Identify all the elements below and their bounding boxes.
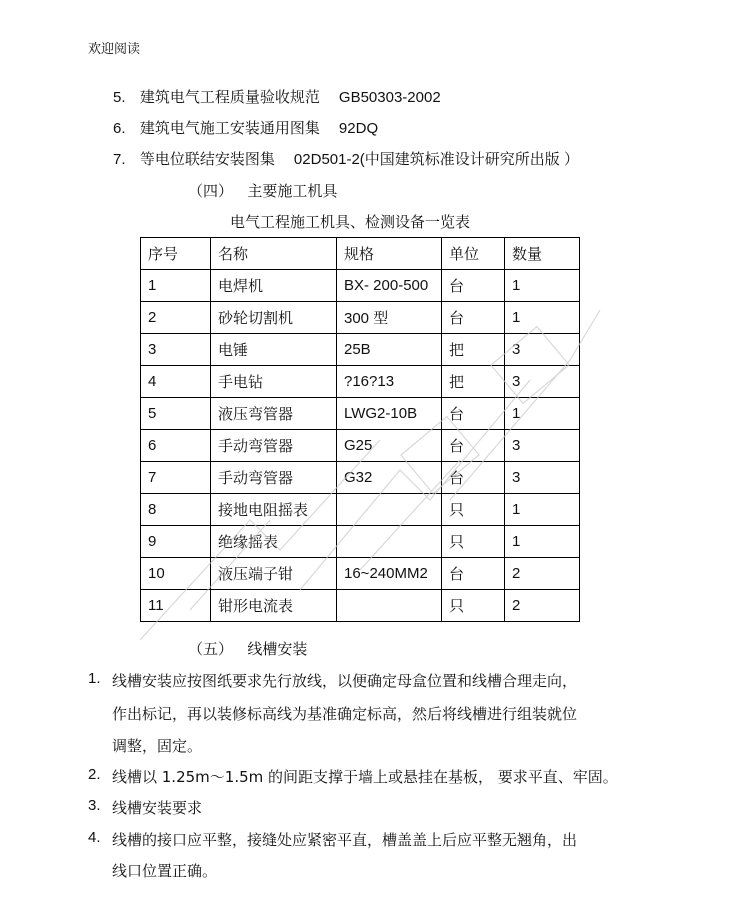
- cell-name: 液压弯管器: [211, 398, 337, 430]
- step-number: 2.: [88, 766, 101, 783]
- column-header: 单位: [442, 238, 505, 270]
- cell-unit: 只: [442, 590, 505, 622]
- cell-quantity: 1: [505, 270, 580, 302]
- cell-spec: [337, 590, 442, 622]
- cell-spec: ?16?13: [337, 366, 442, 398]
- cell-unit: 台: [442, 270, 505, 302]
- cell-name: 砂轮切割机: [211, 302, 337, 334]
- cell-quantity: 1: [505, 526, 580, 558]
- cell-quantity: 1: [505, 302, 580, 334]
- section-heading: [188, 638, 307, 659]
- cell-index: 4: [141, 366, 211, 398]
- cell-name: 钳形电流表: [211, 590, 337, 622]
- cell-spec: LWG2-10B: [337, 398, 442, 430]
- cell-index: 9: [141, 526, 211, 558]
- standard-title: 建筑电气工程质量验收规范: [139, 88, 320, 106]
- cell-unit: 把: [442, 334, 505, 366]
- cell-index: 3: [141, 334, 211, 366]
- standard-item: [113, 86, 441, 107]
- step-text: 线口位置正确。: [112, 862, 218, 880]
- cell-spec: [337, 526, 442, 558]
- cell-quantity: 2: [505, 558, 580, 590]
- section-title: 主要施工机具: [247, 182, 338, 200]
- column-header: 数量: [505, 238, 580, 270]
- cell-name: 电锤: [211, 334, 337, 366]
- cell-index: 10: [141, 558, 211, 590]
- step-text: 作出标记，再以装修标高线为基准确定标高，然后将线槽进行组装就位: [112, 705, 578, 723]
- cell-spec: G32: [337, 462, 442, 494]
- table-row: [141, 558, 580, 590]
- cell-unit: 只: [442, 526, 505, 558]
- step-text: 线槽以 1.25m～1.5m 的间距支撑于墙上或悬挂在基板， 要求平直、牢固。: [112, 768, 618, 786]
- step-text: 线槽的接口应平整，接缝处应紧密平直，槽盖盖上后应平整无翘角，出: [112, 831, 578, 849]
- standard-number: 5.: [113, 89, 126, 106]
- cell-spec: 16~240MM2: [337, 558, 442, 590]
- page-header: 欢迎阅读: [88, 42, 141, 57]
- cell-name: 手电钻: [211, 366, 337, 398]
- cell-spec: 25B: [337, 334, 442, 366]
- cell-index: 6: [141, 430, 211, 462]
- cell-quantity: 3: [505, 366, 580, 398]
- standard-number: 6.: [113, 120, 126, 137]
- section-title: 线槽安装: [247, 640, 308, 658]
- cell-unit: 台: [442, 398, 505, 430]
- cell-index: 5: [141, 398, 211, 430]
- cell-quantity: 3: [505, 462, 580, 494]
- table-row: [141, 494, 580, 526]
- step-number: 4.: [88, 829, 101, 846]
- table-row: [141, 526, 580, 558]
- cell-quantity: 3: [505, 430, 580, 462]
- column-header: 序号: [141, 238, 211, 270]
- cell-name: 电焊机: [211, 270, 337, 302]
- cell-unit: 台: [442, 430, 505, 462]
- table-row: [141, 462, 580, 494]
- cell-quantity: 1: [505, 398, 580, 430]
- cell-spec: G25: [337, 430, 442, 462]
- column-header: 规格: [337, 238, 442, 270]
- cell-unit: 台: [442, 302, 505, 334]
- cell-name: 液压端子钳: [211, 558, 337, 590]
- section-heading: [188, 180, 337, 201]
- cell-index: 1: [141, 270, 211, 302]
- cell-quantity: 3: [505, 334, 580, 366]
- standard-item: [113, 117, 378, 138]
- table-row: [141, 366, 580, 398]
- cell-spec: 300 型: [337, 302, 442, 334]
- table-row: [141, 302, 580, 334]
- cell-spec: [337, 494, 442, 526]
- cell-name: 接地电阻摇表: [211, 494, 337, 526]
- cell-name: 手动弯管器: [211, 462, 337, 494]
- step-number: 1.: [88, 670, 101, 687]
- equipment-table: [140, 237, 580, 622]
- table-caption: 电气工程施工机具、检测设备一览表: [230, 213, 471, 231]
- standard-title: 等电位联结安装图集: [139, 150, 275, 168]
- cell-name: 绝缘摇表: [211, 526, 337, 558]
- step-text: 线槽安装要求: [112, 799, 203, 817]
- standard-code: 92DQ: [338, 120, 379, 137]
- standard-code: 02D501-2(中国建筑标准设计研究所出版 ）: [293, 151, 579, 168]
- cell-index: 8: [141, 494, 211, 526]
- table-row: [141, 430, 580, 462]
- cell-index: 2: [141, 302, 211, 334]
- cell-quantity: 1: [505, 494, 580, 526]
- cell-unit: 台: [442, 558, 505, 590]
- step-text: 调整，固定。: [112, 737, 203, 755]
- cell-unit: 台: [442, 462, 505, 494]
- standard-number: 7.: [113, 151, 126, 168]
- standard-item: [113, 148, 579, 169]
- cell-index: 11: [141, 590, 211, 622]
- table-row: [141, 334, 580, 366]
- cell-quantity: 2: [505, 590, 580, 622]
- cell-unit: 把: [442, 366, 505, 398]
- cell-index: 7: [141, 462, 211, 494]
- standard-title: 建筑电气施工安装通用图集: [139, 119, 320, 137]
- cell-spec: BX- 200-500: [337, 270, 442, 302]
- table-row: [141, 270, 580, 302]
- section-number: （五）: [188, 640, 234, 658]
- table-header-row: [141, 238, 580, 270]
- step-number: 3.: [88, 797, 101, 814]
- column-header: 名称: [211, 238, 337, 270]
- cell-unit: 只: [442, 494, 505, 526]
- section-number: （四）: [188, 182, 234, 200]
- cell-name: 手动弯管器: [211, 430, 337, 462]
- standard-code: GB50303-2002: [338, 89, 441, 106]
- table-row: [141, 590, 580, 622]
- step-text: 线槽安装应按图纸要求先行放线，以便确定母盒位置和线槽合理走向，: [112, 672, 578, 690]
- table-row: [141, 398, 580, 430]
